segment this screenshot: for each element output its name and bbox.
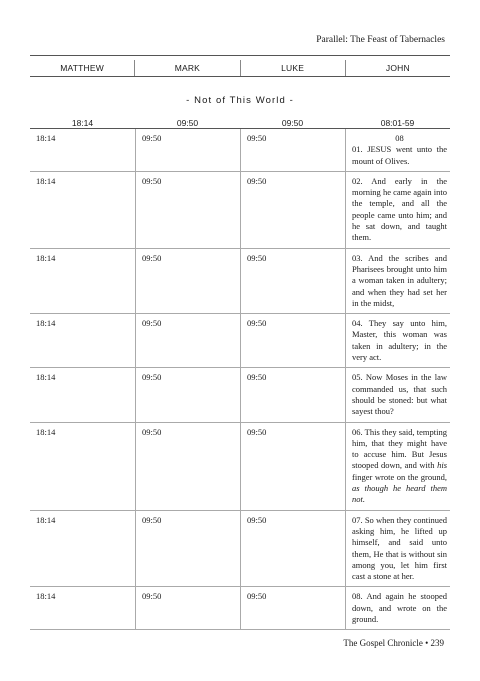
luke-cell: 09:50 xyxy=(240,129,345,171)
mark-cell: 09:50 xyxy=(135,249,240,313)
mark-cell: 09:50 xyxy=(135,368,240,421)
reference-row xyxy=(30,118,450,128)
mark-cell: 09:50 xyxy=(135,423,240,510)
gospel-column-headers xyxy=(30,60,450,76)
matthew-cell: 18:14 xyxy=(36,318,56,329)
john-cell xyxy=(345,423,450,510)
header-rule xyxy=(30,76,450,77)
luke-cell: 09:50 xyxy=(240,314,345,367)
parallel-table xyxy=(30,129,450,630)
john-cell xyxy=(345,129,450,171)
column-header-luke: LUKE xyxy=(240,60,345,76)
john-cell: 04. They say unto him, Master, this woman was taken in adultery; in the very act. xyxy=(345,314,450,367)
mark-cell: 09:50 xyxy=(135,587,240,629)
luke-cell: 09:50 xyxy=(240,249,345,313)
mark-cell: 09:50 xyxy=(135,172,240,248)
matthew-cell: 18:14 xyxy=(36,426,56,437)
john-verse-text: 06. This they said, tempting him, that they might have to accuse him. But Jesus stooped down, and with xyxy=(352,426,447,471)
column-header-mark: MARK xyxy=(134,60,239,76)
john-italic-phrase: as though he heard them not. xyxy=(352,483,447,505)
running-head: Parallel: The Feast of Tabernacles xyxy=(316,35,445,45)
table-row xyxy=(30,129,450,172)
luke-cell: 09:50 xyxy=(240,172,345,248)
john-cell: 07. So when they continued asking him, he lifted up himself, and said unto them, He that is without sin among you, let him first cast a stone at her. xyxy=(345,511,450,587)
ref-mark: 09:50 xyxy=(176,118,199,128)
ref-john: 08:01-59 xyxy=(380,118,415,128)
table-row xyxy=(30,249,450,314)
matthew-cell: 18:14 xyxy=(36,591,56,602)
table-row xyxy=(30,314,450,368)
column-header-john: JOHN xyxy=(345,60,450,76)
mark-cell: 09:50 xyxy=(135,129,240,171)
matthew-cell: 18:14 xyxy=(36,372,56,383)
page-footer: The Gospel Chronicle • 239 xyxy=(343,638,444,648)
column-header-matthew: MATTHEW xyxy=(60,63,104,73)
table-row xyxy=(30,172,450,249)
matthew-cell: 18:14 xyxy=(36,133,56,143)
john-italic-word: his xyxy=(437,460,447,471)
table-row xyxy=(30,368,450,422)
john-chapter-number: 08 xyxy=(395,133,404,143)
luke-cell: 09:50 xyxy=(240,587,345,629)
john-verse-text: finger wrote on the ground, xyxy=(352,471,447,482)
ref-luke: 09:50 xyxy=(281,118,304,128)
table-row xyxy=(30,587,450,630)
table-row xyxy=(30,423,450,511)
mark-cell: 09:50 xyxy=(135,511,240,587)
ref-matthew: 18:14 xyxy=(71,118,94,128)
mark-cell: 09:50 xyxy=(135,314,240,367)
john-verse-text: 01. JESUS went unto the mount of Olives. xyxy=(352,144,447,166)
john-cell: 08. And again he stooped down, and wrote on the ground. xyxy=(345,587,450,629)
luke-cell: 09:50 xyxy=(240,368,345,421)
matthew-cell: 18:14 xyxy=(36,252,56,263)
table-row xyxy=(30,511,450,588)
top-rule xyxy=(30,55,450,56)
luke-cell: 09:50 xyxy=(240,511,345,587)
matthew-cell: 18:14 xyxy=(36,514,56,525)
section-title: - Not of This World - xyxy=(186,95,294,106)
john-cell: 02. And early in the morning he came again into the temple, and all the people came unto him; and he sat down, and taught them. xyxy=(345,172,450,248)
matthew-cell: 18:14 xyxy=(36,175,56,186)
john-cell: 05. Now Moses in the law commanded us, that such should be stoned: but what sayest thou? xyxy=(345,368,450,421)
john-cell: 03. And the scribes and Pharisees brought unto him a woman taken in adultery; and when they had set her in the midst, xyxy=(345,249,450,313)
luke-cell: 09:50 xyxy=(240,423,345,510)
